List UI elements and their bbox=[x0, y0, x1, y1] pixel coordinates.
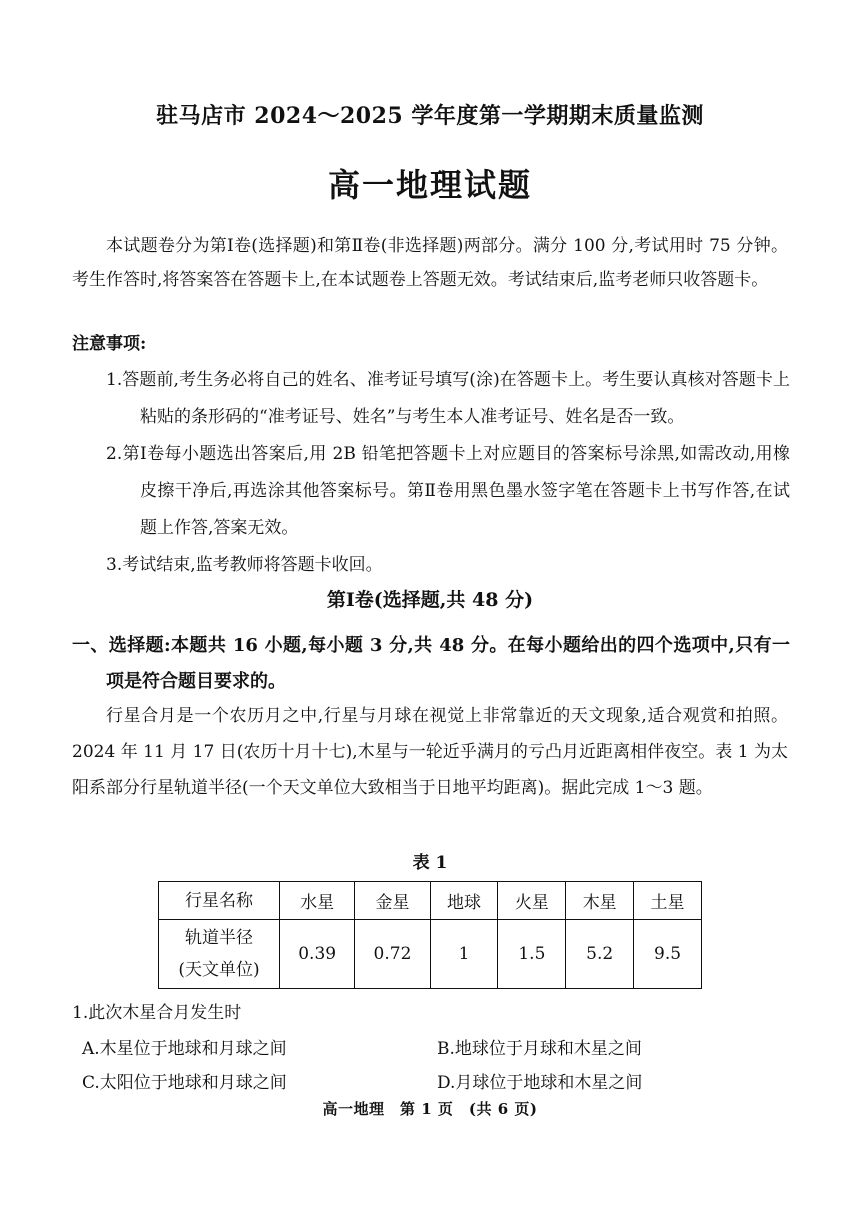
notice-heading: 注意事项: bbox=[72, 334, 147, 354]
table-cell-radius: 1.5 bbox=[498, 920, 566, 989]
question-type-heading: 一、选择题:本题共 16 小题,每小题 3 分,共 48 分。在每小题给出的四个选项中,只有一项是符合题目要求的。 bbox=[72, 635, 790, 692]
notice-item-1: 1.答题前,考生务必将自己的姓名、准考证号填写(涂)在答题卡上。考生要认真核对答题卡上粘贴的条形码的“准考证号、姓名”与考生本人准考证号、姓名是否一致。 bbox=[106, 370, 790, 427]
question-1-stem: 1.此次木星合月发生时 bbox=[72, 1003, 242, 1023]
table-cell-radius: 0.72 bbox=[355, 920, 430, 989]
notice-list bbox=[106, 362, 790, 584]
option-a: A.木星位于地球和月球之间 bbox=[82, 1039, 287, 1059]
section-title: 第Ⅰ卷(选择题,共 48 分) bbox=[326, 589, 534, 611]
table-cell-planet: 火星 bbox=[498, 882, 566, 920]
table-cell-radius: 0.39 bbox=[280, 920, 355, 989]
exam-title: 高一地理试题 bbox=[327, 166, 532, 204]
table-cell-radius: 1 bbox=[430, 920, 498, 989]
reading-passage: 行星合月是一个农历月之中,行星与月球在视觉上非常靠近的天文现象,适合观赏和拍照。2024 年 11 月 17 日(农历十月十七),木星与一轮近乎满月的亏凸月近距离相伴夜空。表 1 为太阳系部分行星轨道半径(一个天文单位大致相当于日地平均距离)。据此完成 1～3 题。 bbox=[72, 706, 788, 798]
table-cell-planet: 水星 bbox=[280, 882, 355, 920]
exam-subtitle: 驻马店市 2024～2025 学年度第一学期期末质量监测 bbox=[156, 103, 704, 129]
table-cell-radius: 5.2 bbox=[566, 920, 634, 989]
table-row-label: 行星名称 bbox=[159, 882, 280, 920]
table-cell-planet: 金星 bbox=[355, 882, 430, 920]
intro-paragraph: 本试题卷分为第Ⅰ卷(选择题)和第Ⅱ卷(非选择题)两部分。满分 100 分,考试用时 75 分钟。考生作答时,将答案答在答题卡上,在本试题卷上答题无效。考试结束后,监考老师只收答题卡。 bbox=[72, 236, 788, 290]
option-b: B.地球位于月球和木星之间 bbox=[437, 1039, 642, 1059]
table-cell-planet: 地球 bbox=[430, 882, 498, 920]
table-cell-planet: 木星 bbox=[566, 882, 634, 920]
orbit-radius-table bbox=[158, 881, 702, 989]
notice-item-3: 3.考试结束,监考教师将答题卡收回。 bbox=[106, 555, 383, 575]
row-label-line: 轨道半径 bbox=[185, 928, 253, 948]
table-cell-planet: 土星 bbox=[634, 882, 702, 920]
row-label-line: (天文单位) bbox=[178, 960, 260, 980]
option-c: C.太阳位于地球和月球之间 bbox=[82, 1073, 287, 1093]
page-footer: 高一地理 第 1 页 (共 6 页) bbox=[322, 1100, 538, 1118]
table-header-row bbox=[159, 882, 702, 920]
table-value-row bbox=[159, 920, 702, 989]
table-cell-radius: 9.5 bbox=[634, 920, 702, 989]
table-row-label bbox=[159, 920, 280, 989]
notice-item-2: 2.第Ⅰ卷每小题选出答案后,用 2B 铅笔把答题卡上对应题目的答案标号涂黑,如需改动,用橡皮擦干净后,再选涂其他答案标号。第Ⅱ卷用黑色墨水签字笔在答题卡上书写作答,在试题上作答,答案无效。 bbox=[106, 444, 790, 538]
option-d: D.月球位于地球和木星之间 bbox=[437, 1073, 643, 1093]
table-caption: 表 1 bbox=[412, 853, 448, 873]
